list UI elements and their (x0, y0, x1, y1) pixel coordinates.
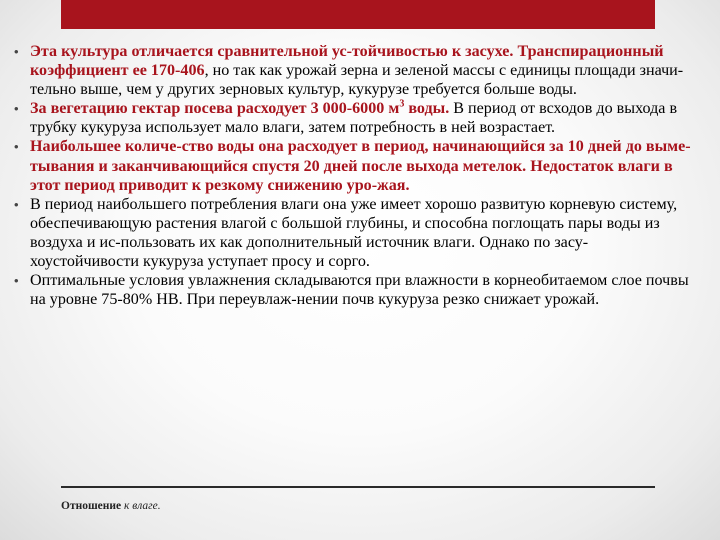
footer-divider (61, 486, 655, 488)
bullet-dot-icon: • (14, 101, 19, 117)
bullet-1-text: , но так как урожай зерна и зеленой массы с единицы площади значи-тельно выше, чем у других зерновых культур, кукурузе требуется больше воды. (30, 62, 684, 99)
bullet-item-3 (14, 137, 694, 194)
bullet-4-text: В период наибольшего потребления влаги она уже имеет хорошо развитую корневую систему, обеспечивающую растения влагой с большой глубины, и способна поглощать пары воды из воздуха и ис-пользовать их как дополнительный источник влаги. Однако по засу-хоустойчивости кукуруза уступает просу и сорго. (30, 195, 678, 271)
bullet-list (14, 42, 694, 309)
bullet-dot-icon: • (14, 196, 19, 212)
bullet-1-highlight: Эта культура отличается сравнительной ус-тойчивостью к засухе. Транспирационный коэффициент ее 170-406 (30, 43, 664, 80)
bullet-2-superscript: 3 (399, 98, 405, 110)
bullet-item-5 (14, 271, 694, 309)
bullet-item-1 (14, 42, 694, 99)
header-accent-bar (61, 0, 655, 29)
bullet-dot-icon: • (14, 44, 19, 59)
bullet-item-4 (14, 195, 694, 271)
bullet-2-highlight: За вегетацию гектар посева расходует 3 000-6000 м (30, 100, 400, 118)
bullet-2-text: В период от всходов до выхода в трубку кукуруза использует мало влаги, затем потребность в ней возрастает. (30, 100, 678, 137)
bullet-2-highlight-end: воды. (404, 100, 450, 118)
footer-caption (61, 500, 161, 512)
bullet-3-text: Наибольшее количе-ство воды она расходует в период, начинающийся за 10 дней до выме-тывания и заканчивающийся спустя 20 дней после выхода метелок. Недостаток влаги в этот период приводит к резкому снижению уро-жая. (30, 138, 691, 194)
bullet-dot-icon: • (14, 139, 19, 155)
bullet-item-2 (14, 99, 694, 137)
bullet-dot-icon: • (14, 273, 19, 289)
bullet-5-text: Оптимальные условия увлажнения складываются при влажности в корнеобитаемом слое почвы на уровне 75-80% НВ. При переувлаж-нении почв кукуруза резко снижает урожай. (30, 272, 689, 309)
caption-bold: Отношение (61, 500, 122, 512)
caption-italic: к влаге. (121, 500, 161, 512)
